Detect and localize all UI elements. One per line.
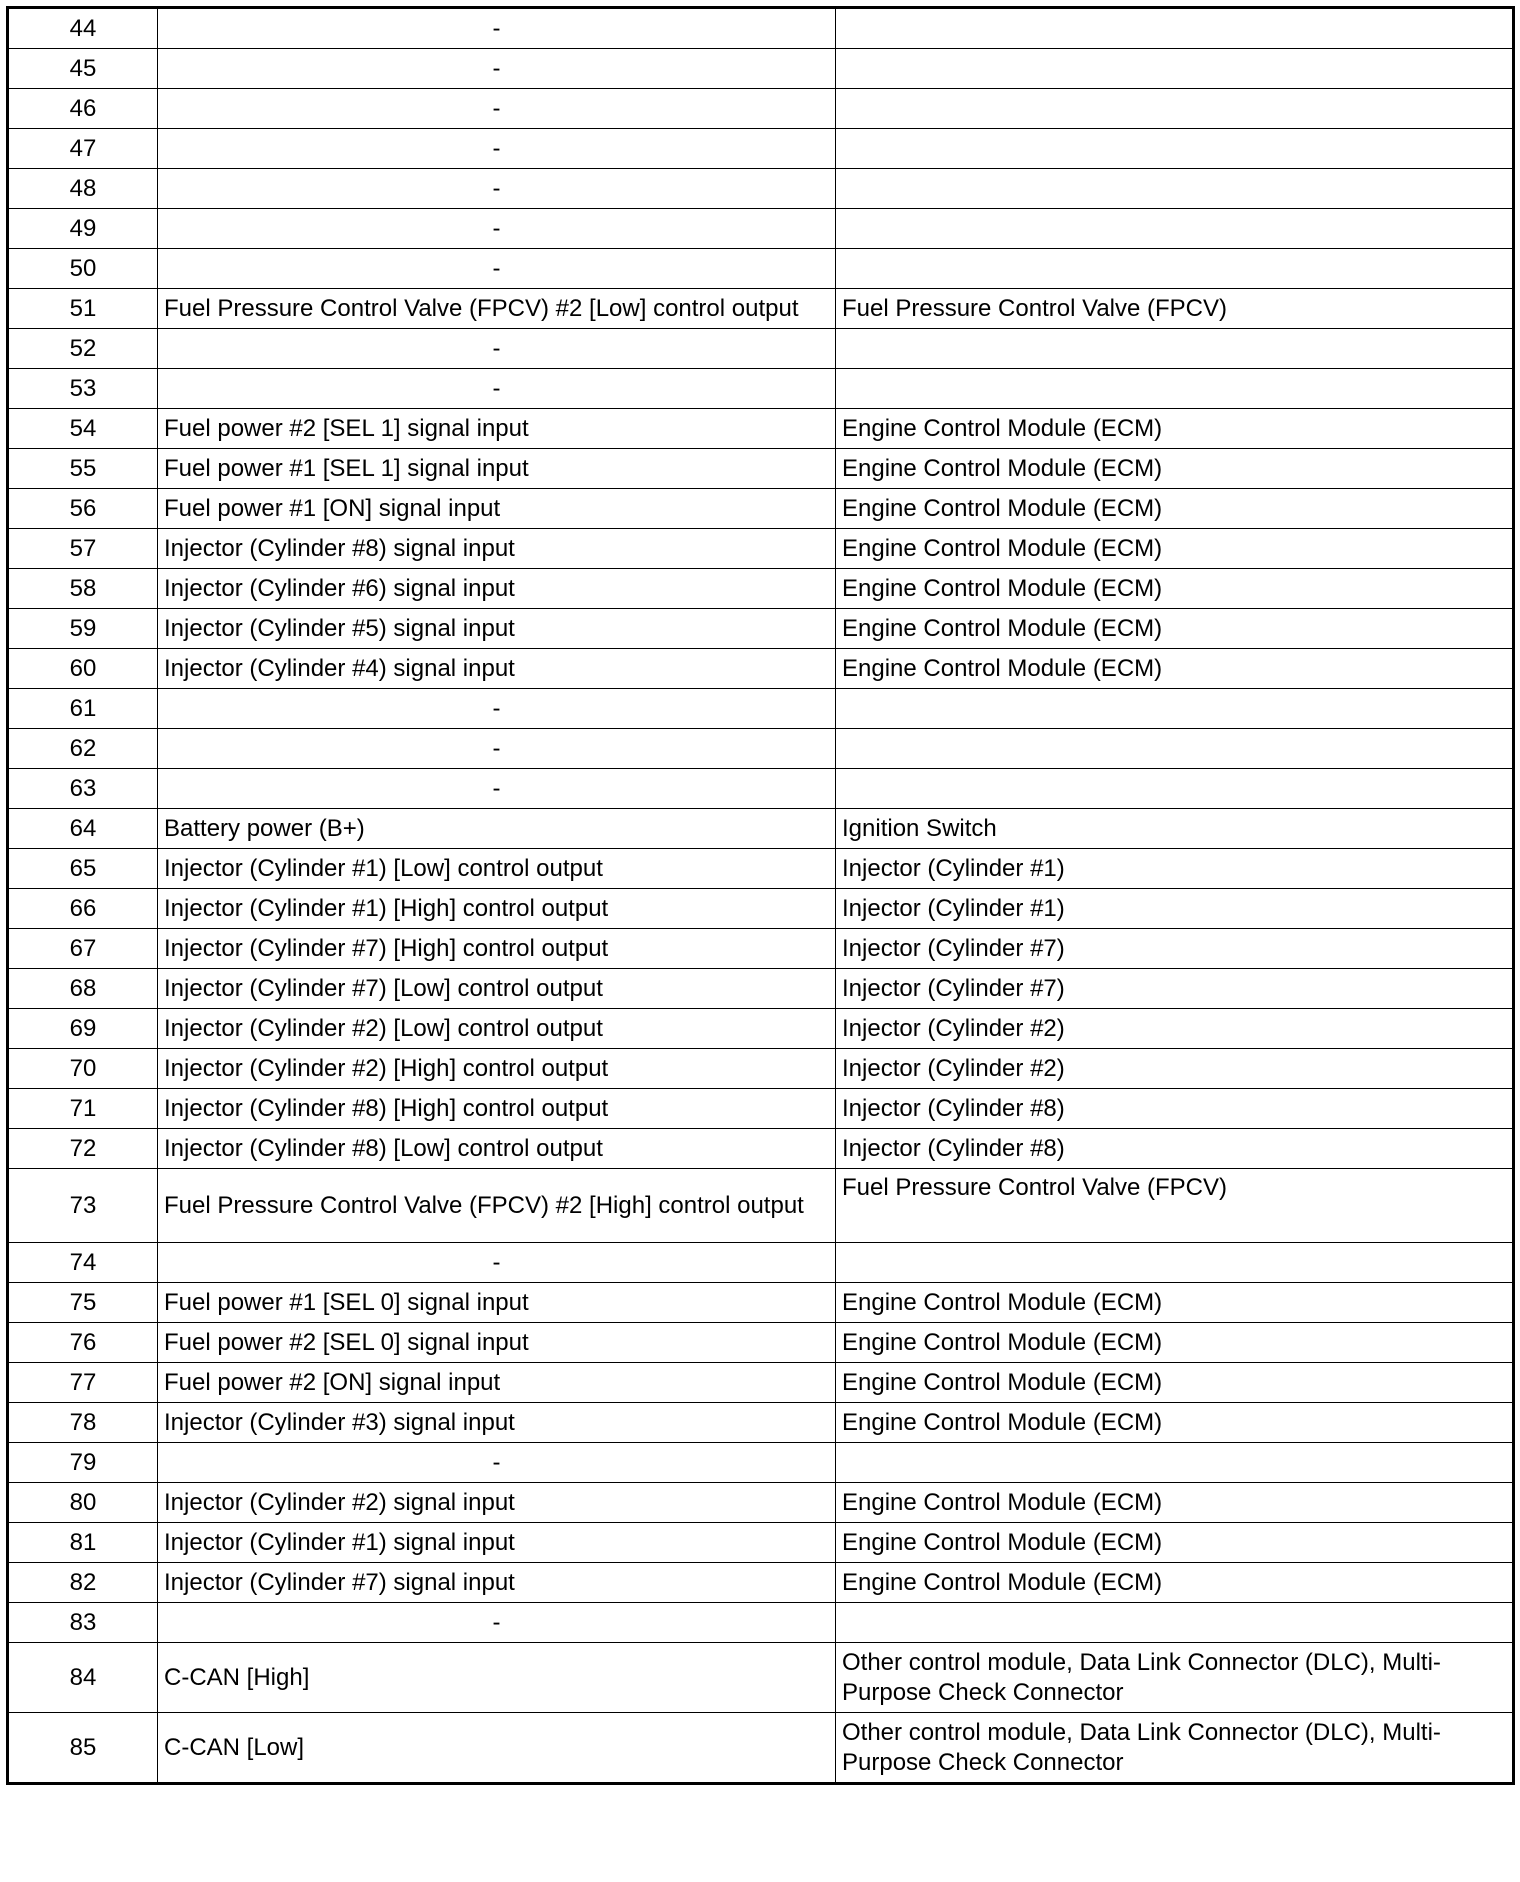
pin-description: Injector (Cylinder #8) signal input <box>158 529 836 569</box>
pin-description: Injector (Cylinder #5) signal input <box>158 609 836 649</box>
pin-description: Injector (Cylinder #1) [High] control output <box>158 889 836 929</box>
table-row <box>8 1523 1514 1563</box>
connector-pin-table <box>6 6 1515 1785</box>
connected-to: Engine Control Module (ECM) <box>836 1323 1514 1363</box>
connected-to: Other control module, Data Link Connector (DLC), Multi-Purpose Check Connector <box>836 1713 1514 1784</box>
table-row <box>8 1323 1514 1363</box>
table-row <box>8 1563 1514 1603</box>
connected-to <box>836 1243 1514 1283</box>
table-row <box>8 8 1514 49</box>
pin-number: 77 <box>8 1363 158 1403</box>
pin-description: - <box>158 1443 836 1483</box>
table-row <box>8 169 1514 209</box>
connected-to <box>836 169 1514 209</box>
pin-number: 63 <box>8 769 158 809</box>
pin-number: 60 <box>8 649 158 689</box>
pin-number: 75 <box>8 1283 158 1323</box>
pin-description: Injector (Cylinder #7) [High] control output <box>158 929 836 969</box>
table-row <box>8 289 1514 329</box>
pin-table-sheet <box>6 6 1515 1785</box>
connected-to <box>836 249 1514 289</box>
pin-description: Injector (Cylinder #6) signal input <box>158 569 836 609</box>
pin-table-body <box>8 8 1514 1784</box>
pin-description: C-CAN [High] <box>158 1643 836 1713</box>
pin-description: - <box>158 89 836 129</box>
pin-number: 53 <box>8 369 158 409</box>
table-row <box>8 1129 1514 1169</box>
pin-description: - <box>158 49 836 89</box>
connected-to: Injector (Cylinder #1) <box>836 849 1514 889</box>
pin-description: - <box>158 8 836 49</box>
table-row <box>8 209 1514 249</box>
pin-description: Fuel power #2 [SEL 1] signal input <box>158 409 836 449</box>
pin-number: 70 <box>8 1049 158 1089</box>
pin-description: Injector (Cylinder #2) [Low] control output <box>158 1009 836 1049</box>
pin-number: 51 <box>8 289 158 329</box>
connected-to <box>836 8 1514 49</box>
pin-number: 69 <box>8 1009 158 1049</box>
pin-number: 67 <box>8 929 158 969</box>
connected-to: Engine Control Module (ECM) <box>836 1403 1514 1443</box>
pin-number: 50 <box>8 249 158 289</box>
connected-to: Engine Control Module (ECM) <box>836 529 1514 569</box>
pin-description: - <box>158 729 836 769</box>
connected-to: Engine Control Module (ECM) <box>836 1563 1514 1603</box>
pin-number: 68 <box>8 969 158 1009</box>
table-row <box>8 369 1514 409</box>
pin-description: Fuel Pressure Control Valve (FPCV) #2 [Low] control output <box>158 289 836 329</box>
connected-to: Injector (Cylinder #8) <box>836 1129 1514 1169</box>
pin-number: 74 <box>8 1243 158 1283</box>
table-row <box>8 1603 1514 1643</box>
connected-to <box>836 129 1514 169</box>
pin-description: - <box>158 1243 836 1283</box>
table-row <box>8 1009 1514 1049</box>
table-row <box>8 1403 1514 1443</box>
table-row <box>8 409 1514 449</box>
connected-to: Injector (Cylinder #1) <box>836 889 1514 929</box>
table-row <box>8 1049 1514 1089</box>
connected-to: Fuel Pressure Control Valve (FPCV) <box>836 1169 1514 1243</box>
connected-to <box>836 49 1514 89</box>
connected-to <box>836 209 1514 249</box>
table-row <box>8 489 1514 529</box>
pin-description: Fuel Pressure Control Valve (FPCV) #2 [High] control output <box>158 1169 836 1243</box>
table-row <box>8 1089 1514 1129</box>
pin-description: Injector (Cylinder #8) [Low] control output <box>158 1129 836 1169</box>
pin-number: 66 <box>8 889 158 929</box>
table-row <box>8 689 1514 729</box>
connected-to: Engine Control Module (ECM) <box>836 489 1514 529</box>
table-row <box>8 449 1514 489</box>
table-row <box>8 1363 1514 1403</box>
pin-description: Injector (Cylinder #7) [Low] control output <box>158 969 836 1009</box>
table-row <box>8 769 1514 809</box>
table-row <box>8 249 1514 289</box>
table-row <box>8 1643 1514 1713</box>
table-row <box>8 1243 1514 1283</box>
pin-number: 44 <box>8 8 158 49</box>
pin-number: 72 <box>8 1129 158 1169</box>
connected-to: Ignition Switch <box>836 809 1514 849</box>
table-row <box>8 329 1514 369</box>
table-row <box>8 129 1514 169</box>
pin-description: C-CAN [Low] <box>158 1713 836 1784</box>
table-row <box>8 849 1514 889</box>
connected-to <box>836 329 1514 369</box>
table-row <box>8 809 1514 849</box>
pin-number: 65 <box>8 849 158 889</box>
pin-description: Injector (Cylinder #3) signal input <box>158 1403 836 1443</box>
table-row <box>8 889 1514 929</box>
pin-number: 82 <box>8 1563 158 1603</box>
pin-description: Fuel power #1 [ON] signal input <box>158 489 836 529</box>
connected-to: Engine Control Module (ECM) <box>836 1483 1514 1523</box>
pin-number: 55 <box>8 449 158 489</box>
table-row <box>8 609 1514 649</box>
pin-number: 83 <box>8 1603 158 1643</box>
connected-to: Injector (Cylinder #7) <box>836 969 1514 1009</box>
pin-description: Battery power (B+) <box>158 809 836 849</box>
pin-description: Fuel power #1 [SEL 1] signal input <box>158 449 836 489</box>
connected-to: Injector (Cylinder #7) <box>836 929 1514 969</box>
pin-description: Injector (Cylinder #2) [High] control output <box>158 1049 836 1089</box>
pin-number: 71 <box>8 1089 158 1129</box>
pin-description: Injector (Cylinder #7) signal input <box>158 1563 836 1603</box>
pin-description: - <box>158 169 836 209</box>
pin-number: 52 <box>8 329 158 369</box>
connected-to: Engine Control Module (ECM) <box>836 1283 1514 1323</box>
pin-number: 57 <box>8 529 158 569</box>
table-row <box>8 729 1514 769</box>
pin-number: 81 <box>8 1523 158 1563</box>
table-row <box>8 49 1514 89</box>
connected-to: Injector (Cylinder #2) <box>836 1049 1514 1089</box>
connected-to: Engine Control Module (ECM) <box>836 449 1514 489</box>
pin-description: - <box>158 1603 836 1643</box>
pin-number: 58 <box>8 569 158 609</box>
table-row <box>8 1283 1514 1323</box>
connected-to: Engine Control Module (ECM) <box>836 409 1514 449</box>
connected-to: Injector (Cylinder #2) <box>836 1009 1514 1049</box>
pin-number: 64 <box>8 809 158 849</box>
connected-to <box>836 729 1514 769</box>
pin-number: 76 <box>8 1323 158 1363</box>
table-row <box>8 969 1514 1009</box>
connected-to: Engine Control Module (ECM) <box>836 649 1514 689</box>
pin-description: - <box>158 129 836 169</box>
table-row <box>8 1713 1514 1784</box>
pin-description: Fuel power #2 [ON] signal input <box>158 1363 836 1403</box>
table-row <box>8 649 1514 689</box>
pin-description: Injector (Cylinder #8) [High] control output <box>158 1089 836 1129</box>
pin-number: 48 <box>8 169 158 209</box>
pin-number: 79 <box>8 1443 158 1483</box>
connected-to <box>836 89 1514 129</box>
pin-number: 49 <box>8 209 158 249</box>
pin-number: 45 <box>8 49 158 89</box>
connected-to: Fuel Pressure Control Valve (FPCV) <box>836 289 1514 329</box>
pin-number: 46 <box>8 89 158 129</box>
pin-description: - <box>158 249 836 289</box>
connected-to <box>836 369 1514 409</box>
pin-description: - <box>158 689 836 729</box>
pin-description: Injector (Cylinder #4) signal input <box>158 649 836 689</box>
connected-to <box>836 689 1514 729</box>
pin-number: 59 <box>8 609 158 649</box>
connected-to: Engine Control Module (ECM) <box>836 609 1514 649</box>
table-row <box>8 89 1514 129</box>
pin-description: - <box>158 209 836 249</box>
pin-number: 85 <box>8 1713 158 1784</box>
connected-to <box>836 769 1514 809</box>
connected-to: Other control module, Data Link Connector (DLC), Multi-Purpose Check Connector <box>836 1643 1514 1713</box>
connected-to <box>836 1603 1514 1643</box>
pin-description: - <box>158 329 836 369</box>
pin-number: 84 <box>8 1643 158 1713</box>
pin-number: 73 <box>8 1169 158 1243</box>
pin-description: - <box>158 769 836 809</box>
pin-description: Fuel power #2 [SEL 0] signal input <box>158 1323 836 1363</box>
table-row <box>8 569 1514 609</box>
table-row <box>8 1443 1514 1483</box>
connected-to: Engine Control Module (ECM) <box>836 1363 1514 1403</box>
connected-to: Engine Control Module (ECM) <box>836 1523 1514 1563</box>
connected-to: Engine Control Module (ECM) <box>836 569 1514 609</box>
pin-number: 47 <box>8 129 158 169</box>
pin-description: - <box>158 369 836 409</box>
table-row <box>8 1483 1514 1523</box>
pin-description: Fuel power #1 [SEL 0] signal input <box>158 1283 836 1323</box>
table-row <box>8 1169 1514 1243</box>
connected-to <box>836 1443 1514 1483</box>
pin-description: Injector (Cylinder #1) [Low] control output <box>158 849 836 889</box>
connected-to: Injector (Cylinder #8) <box>836 1089 1514 1129</box>
table-row <box>8 529 1514 569</box>
pin-number: 61 <box>8 689 158 729</box>
pin-number: 56 <box>8 489 158 529</box>
pin-description: Injector (Cylinder #2) signal input <box>158 1483 836 1523</box>
pin-description: Injector (Cylinder #1) signal input <box>158 1523 836 1563</box>
pin-number: 54 <box>8 409 158 449</box>
pin-number: 62 <box>8 729 158 769</box>
pin-number: 80 <box>8 1483 158 1523</box>
pin-number: 78 <box>8 1403 158 1443</box>
table-row <box>8 929 1514 969</box>
